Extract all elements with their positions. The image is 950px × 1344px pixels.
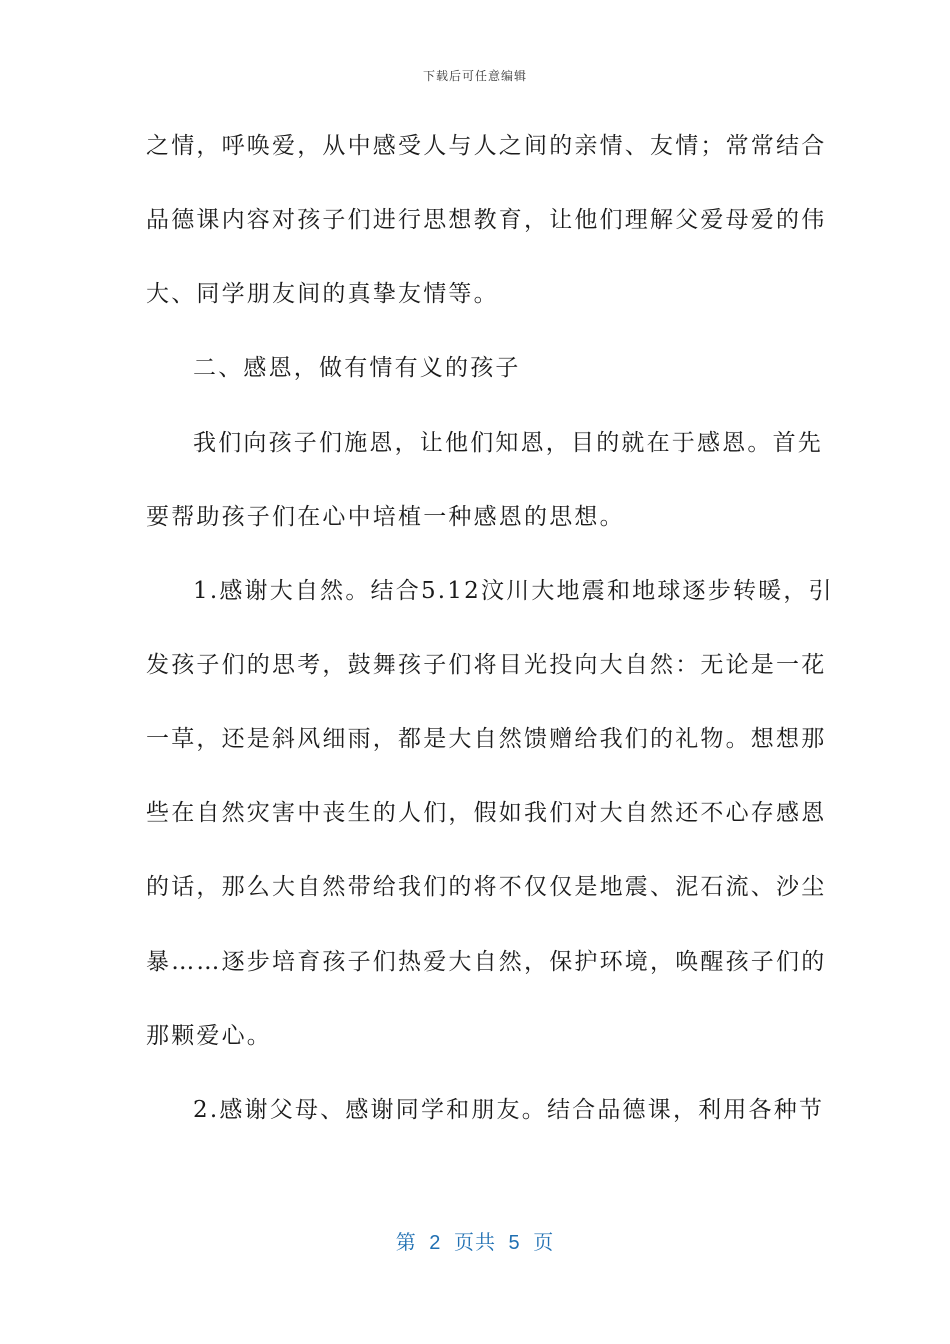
text-line: 之情，呼唤爱，从中感受人与人之间的亲情、友情；常常结合 <box>146 133 827 159</box>
header-note: 下载后可任意编辑 <box>422 69 527 83</box>
text-line: 暴……逐步培育孩子们热爱大自然，保护环境，唤醒孩子们的 <box>146 949 827 975</box>
text-line: 我们向孩子们施恩，让他们知恩，目的就在于感恩。首先 <box>193 430 823 456</box>
text-line: 一草，还是斜风细雨，都是大自然馈赠给我们的礼物。想想那 <box>146 726 827 752</box>
page-number: 第 2 页共 5 页 <box>395 1232 555 1254</box>
text-line: 些在自然灾害中丧生的人们，假如我们对大自然还不心存感恩 <box>146 800 827 826</box>
text-line: 要帮助孩子们在心中培植一种感恩的思想。 <box>146 504 625 530</box>
text-line: 品德课内容对孩子们进行思想教育，让他们理解父爱母爱的伟 <box>146 207 827 233</box>
text-line: 那颗爱心。 <box>146 1023 272 1049</box>
text-line: 发孩子们的思考，鼓舞孩子们将目光投向大自然：无论是一花 <box>146 652 827 678</box>
text-line: 大、同学朋友间的真挚友情等。 <box>146 281 499 307</box>
text-line: 1.感谢大自然。结合5.12汶川大地震和地球逐步转暖，引 <box>193 578 834 604</box>
text-line: 的话，那么大自然带给我们的将不仅仅是地震、泥石流、沙尘 <box>146 874 827 900</box>
section-heading: 二、感恩，做有情有义的孩子 <box>193 355 521 381</box>
text-line: 2.感谢父母、感谢同学和朋友。结合品德课，利用各种节 <box>193 1097 825 1123</box>
